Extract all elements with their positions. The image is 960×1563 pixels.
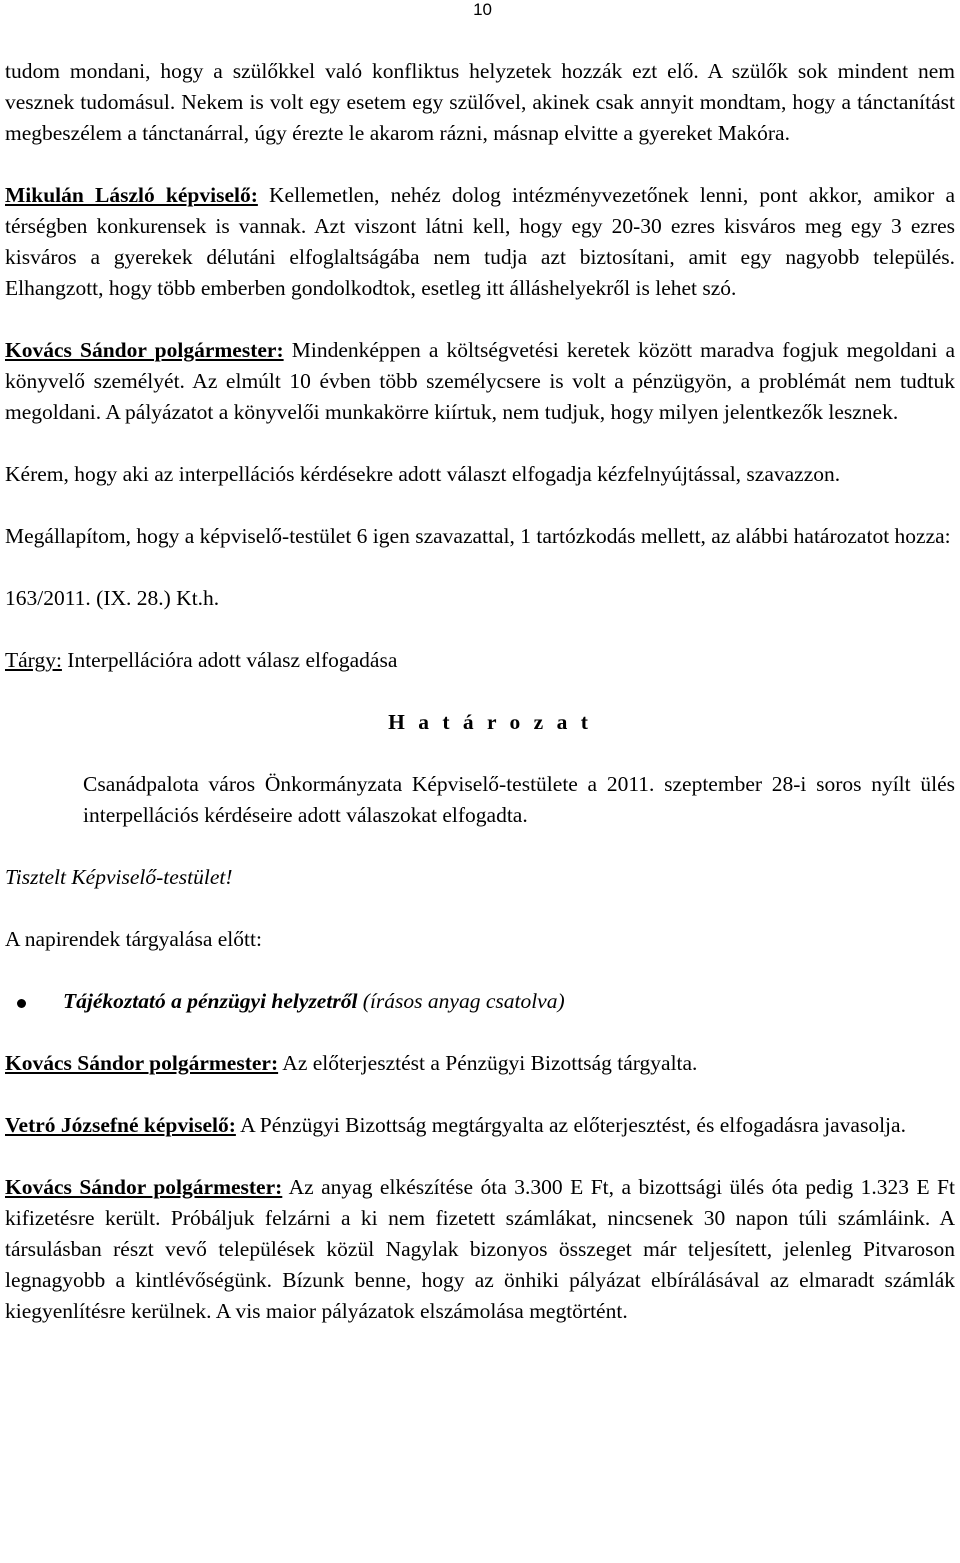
agenda-item-title: Tájékoztató a pénzügyi helyzetről xyxy=(63,989,358,1013)
speaker-name: Kovács Sándor polgármester: xyxy=(5,1175,283,1199)
subject-text: Interpellációra adott válasz elfogadása xyxy=(61,648,398,672)
agenda-item-text xyxy=(63,986,565,1017)
speech-text: Az anyag elkészítése óta 3.300 E Ft, a bizottsági ülés óta pedig 1.323 E Ft kifizetésre került. Próbáljuk felzárni a ki nem fizetett számlákat, nincsenek 30 napon túli számláink. A társulásban részt vevő települések közül Nagylak bizonyos összeget már teljesített, jelenleg Pitvaroson legnagyobb a kintlévőségünk. Bízunk benne, hogy az önhiki pályázat elbírálásával az elmaradt számlák kiegyenlítésre kerülnek. A vis maior pályázatok elszámolása megtörtént. xyxy=(5,1175,955,1323)
paragraph-kovacs-3 xyxy=(5,1172,955,1327)
salutation: Tisztelt Képviselő-testület! xyxy=(5,865,233,889)
subject-label: Tárgy: xyxy=(5,648,62,672)
resolution-title: H a t á r o z a t xyxy=(388,710,592,734)
document-body xyxy=(5,56,955,1327)
paragraph-mikulan xyxy=(5,180,955,304)
resolution-number: 163/2011. (IX. 28.) Kt.h. xyxy=(5,586,220,610)
vote-request: Kérem, hogy aki az interpellációs kérdésekre adott választ elfogadja kézfelnyújtással, szavazzon. xyxy=(5,462,841,486)
page-number: 10 xyxy=(473,0,492,19)
bullet-icon xyxy=(5,986,63,1017)
speech-text: Az előterjesztést a Pénzügyi Bizottság tárgyalta. xyxy=(278,1051,698,1075)
resolution-subject xyxy=(5,645,955,676)
speaker-name: Kovács Sándor polgármester: xyxy=(5,338,284,362)
speech-text: Mindenképpen a költségvetési keretek között maradva fogjuk megoldani a könyvelő személyét. Az elmúlt 10 évben több személycsere is volt a pénzügyön, a problémát nem tudtuk megoldani. A pályázatot a könyvelői munkakörre kiírtuk, nem tudjuk, hogy milyen jelentkezők lesznek. xyxy=(5,338,955,424)
speaker-name: Mikulán László képviselő: xyxy=(5,183,258,207)
speech-text: A Pénzügyi Bizottság megtárgyalta az előterjesztést, és elfogadásra javasolja. xyxy=(235,1113,906,1137)
vote-result: Megállapítom, hogy a képviselő-testület 6 igen szavazattal, 1 tartózkodás mellett, az alábbi határozatot hozza: xyxy=(5,524,951,548)
speech-text: Kellemetlen, nehéz dolog intézményvezetőnek lenni, pont akkor, amikor a térségben konkurensek is vannak. Azt viszont látni kell, hogy egy 20-30 ezres kisváros meg egy 3 ezres kisváros a gyerekek délutáni elfoglaltságába nem tudja azt biztosítani, amit egy nagyobb település. Elhangzott, hogy több emberben gondolkodtok, esetleg itt álláshelyekről is lehet szó. xyxy=(5,183,955,300)
agenda-item-note: (írásos anyag csatolva) xyxy=(357,989,565,1013)
speaker-name: Vetró Józsefné képviselő: xyxy=(5,1113,236,1137)
agenda-bullet-item xyxy=(5,986,955,1017)
resolution-body: Csanádpalota város Önkormányzata Képviselő-testülete a 2011. szeptember 28-i soros nyílt ülés interpellációs kérdéseire adott válaszokat elfogadta. xyxy=(83,772,955,827)
paragraph-vetro xyxy=(5,1110,955,1141)
agenda-intro: A napirendek tárgyalása előtt: xyxy=(5,927,262,951)
speaker-name: Kovács Sándor polgármester: xyxy=(5,1051,279,1075)
paragraph-kovacs-1 xyxy=(5,335,955,428)
paragraph-continuation: tudom mondani, hogy a szülőkkel való konfliktus helyzetek hozzák ezt elő. A szülők sok mindent nem vesznek tudomásul. Nekem is volt egy esetem egy szülővel, akinek csak annyit mondtam, hogy a tánctanítást megbeszélem a tánctanárral, úgy érezte le akarom rázni, másnap elvitte a gyereket Makóra. xyxy=(5,59,955,145)
paragraph-kovacs-2 xyxy=(5,1048,955,1079)
